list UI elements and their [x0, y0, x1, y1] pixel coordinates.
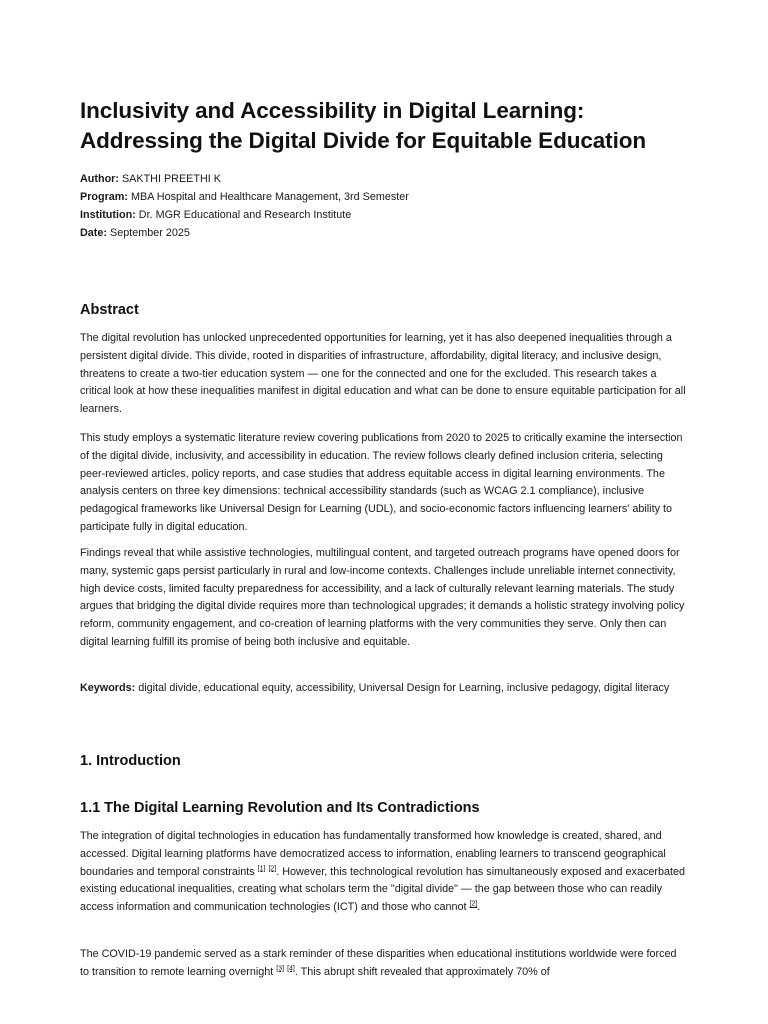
- intro-paragraph-2: [80, 946, 686, 982]
- paper-page: [80, 96, 686, 242]
- citation-link[interactable]: [2]: [469, 900, 478, 908]
- institution-label: Institution:: [80, 209, 136, 221]
- institution-value: Dr. MGR Educational and Research Institute: [138, 209, 352, 221]
- date-line: [80, 224, 686, 242]
- abstract-heading: Abstract: [80, 302, 139, 318]
- citation-link[interactable]: [4]: [287, 965, 295, 973]
- abstract-paragraph-2: This study employs a systematic literature review covering publications from 2020 to 2025 to critically examine the intersection of the digital divide, inclusivity, and accessibility in education. The review follows clearly defined inclusion criteria, selecting peer-reviewed articles, policy reports, and case studies that address equitable access in digital learning environments. The analysis centers on three key dimensions: technical accessibility standards (such as WCAG 2.1 compliance), inclusive pedagogical frameworks like Universal Design for Learning (UDL), and socio-economic factors influencing learners' ability to participate fully in digital education.: [80, 432, 683, 533]
- author-label: Author:: [80, 173, 119, 185]
- intro-paragraph-1: [80, 828, 686, 917]
- intro-p2-text-b: . This abrupt shift revealed that approximately 70% of: [294, 965, 550, 978]
- subsection-heading: 1.1 The Digital Learning Revolution and Its Contradictions: [80, 800, 480, 816]
- intro-p1-text-b: . However, this technological revolution has simultaneously exposed and exacerbated existing educational inequalities, creating what scholars term the "digital divide" — the gap between those who can readily access information and communication technologies (ICT) and those who cannot: [80, 865, 685, 914]
- author-line: [80, 170, 686, 188]
- abstract-paragraph-3: Findings reveal that while assistive technologies, multilingual content, and targeted outreach programs have opened doors for many, systemic gaps persist particularly in rural and low-income contexts. Challenges include unreliable internet connectivity, high device costs, limited faculty preparedness for accessibility, and a lack of culturally relevant learning materials. The study argues that bridging the digital divide requires more than technological upgrades; it demands a holistic strategy involving policy reform, community engagement, and co-creation of learning platforms with the very communities they serve. Only then can digital learning fulfill its promise of being both inclusive and equitable.: [80, 547, 685, 648]
- citation-link[interactable]: [2]: [268, 865, 277, 872]
- date-label: Date:: [80, 227, 107, 239]
- citation-link[interactable]: [3]: [276, 965, 285, 973]
- introduction-heading: 1. Introduction: [80, 753, 181, 769]
- keywords-label: Keywords:: [80, 682, 136, 694]
- author-value: SAKTHI PREETHI K: [121, 173, 221, 185]
- abstract-paragraph-1: The digital revolution has unlocked unprecedented opportunities for learning, yet it has also deepened inequalities through a persistent digital divide. This divide, rooted in disparities of infrastructure, affordability, digital literacy, and inclusive design, threatens to create a two-tier education system — one for the connected and one for the excluded. This research takes a critical look at how these inequalities manifest in digital education and what can be done to ensure equitable participation for all learners.: [80, 332, 686, 416]
- intro-p1-text-c: .: [477, 901, 481, 914]
- program-line: [80, 188, 686, 206]
- paper-metadata: [80, 170, 686, 242]
- intro-p1-text-a: The integration of digital technologies in education has fundamentally transformed how knowledge is created, shared, and accessed. Digital learning platforms have democratized access to information, enabling learners to transcend geographical boundaries and temporal constraints: [80, 830, 666, 878]
- date-value: September 2025: [110, 227, 190, 239]
- program-label: Program:: [80, 191, 128, 203]
- keywords-paragraph: [80, 680, 686, 698]
- institution-line: [80, 206, 686, 224]
- keywords-value: digital divide, educational equity, accessibility, Universal Design for Learning, inclusive pedagogy, digital literacy: [138, 682, 670, 694]
- paper-title: Inclusivity and Accessibility in Digital Learning: Addressing the Digital Divide for Equitable Education: [80, 98, 647, 153]
- citation-link[interactable]: [1]: [257, 865, 266, 872]
- program-value: MBA Hospital and Healthcare Management, 3rd Semester: [131, 191, 409, 203]
- intro-p2-text-a: The COVID-19 pandemic served as a stark reminder of these disparities when educational institutions worldwide were forced to transition to remote learning overnight: [80, 948, 677, 978]
